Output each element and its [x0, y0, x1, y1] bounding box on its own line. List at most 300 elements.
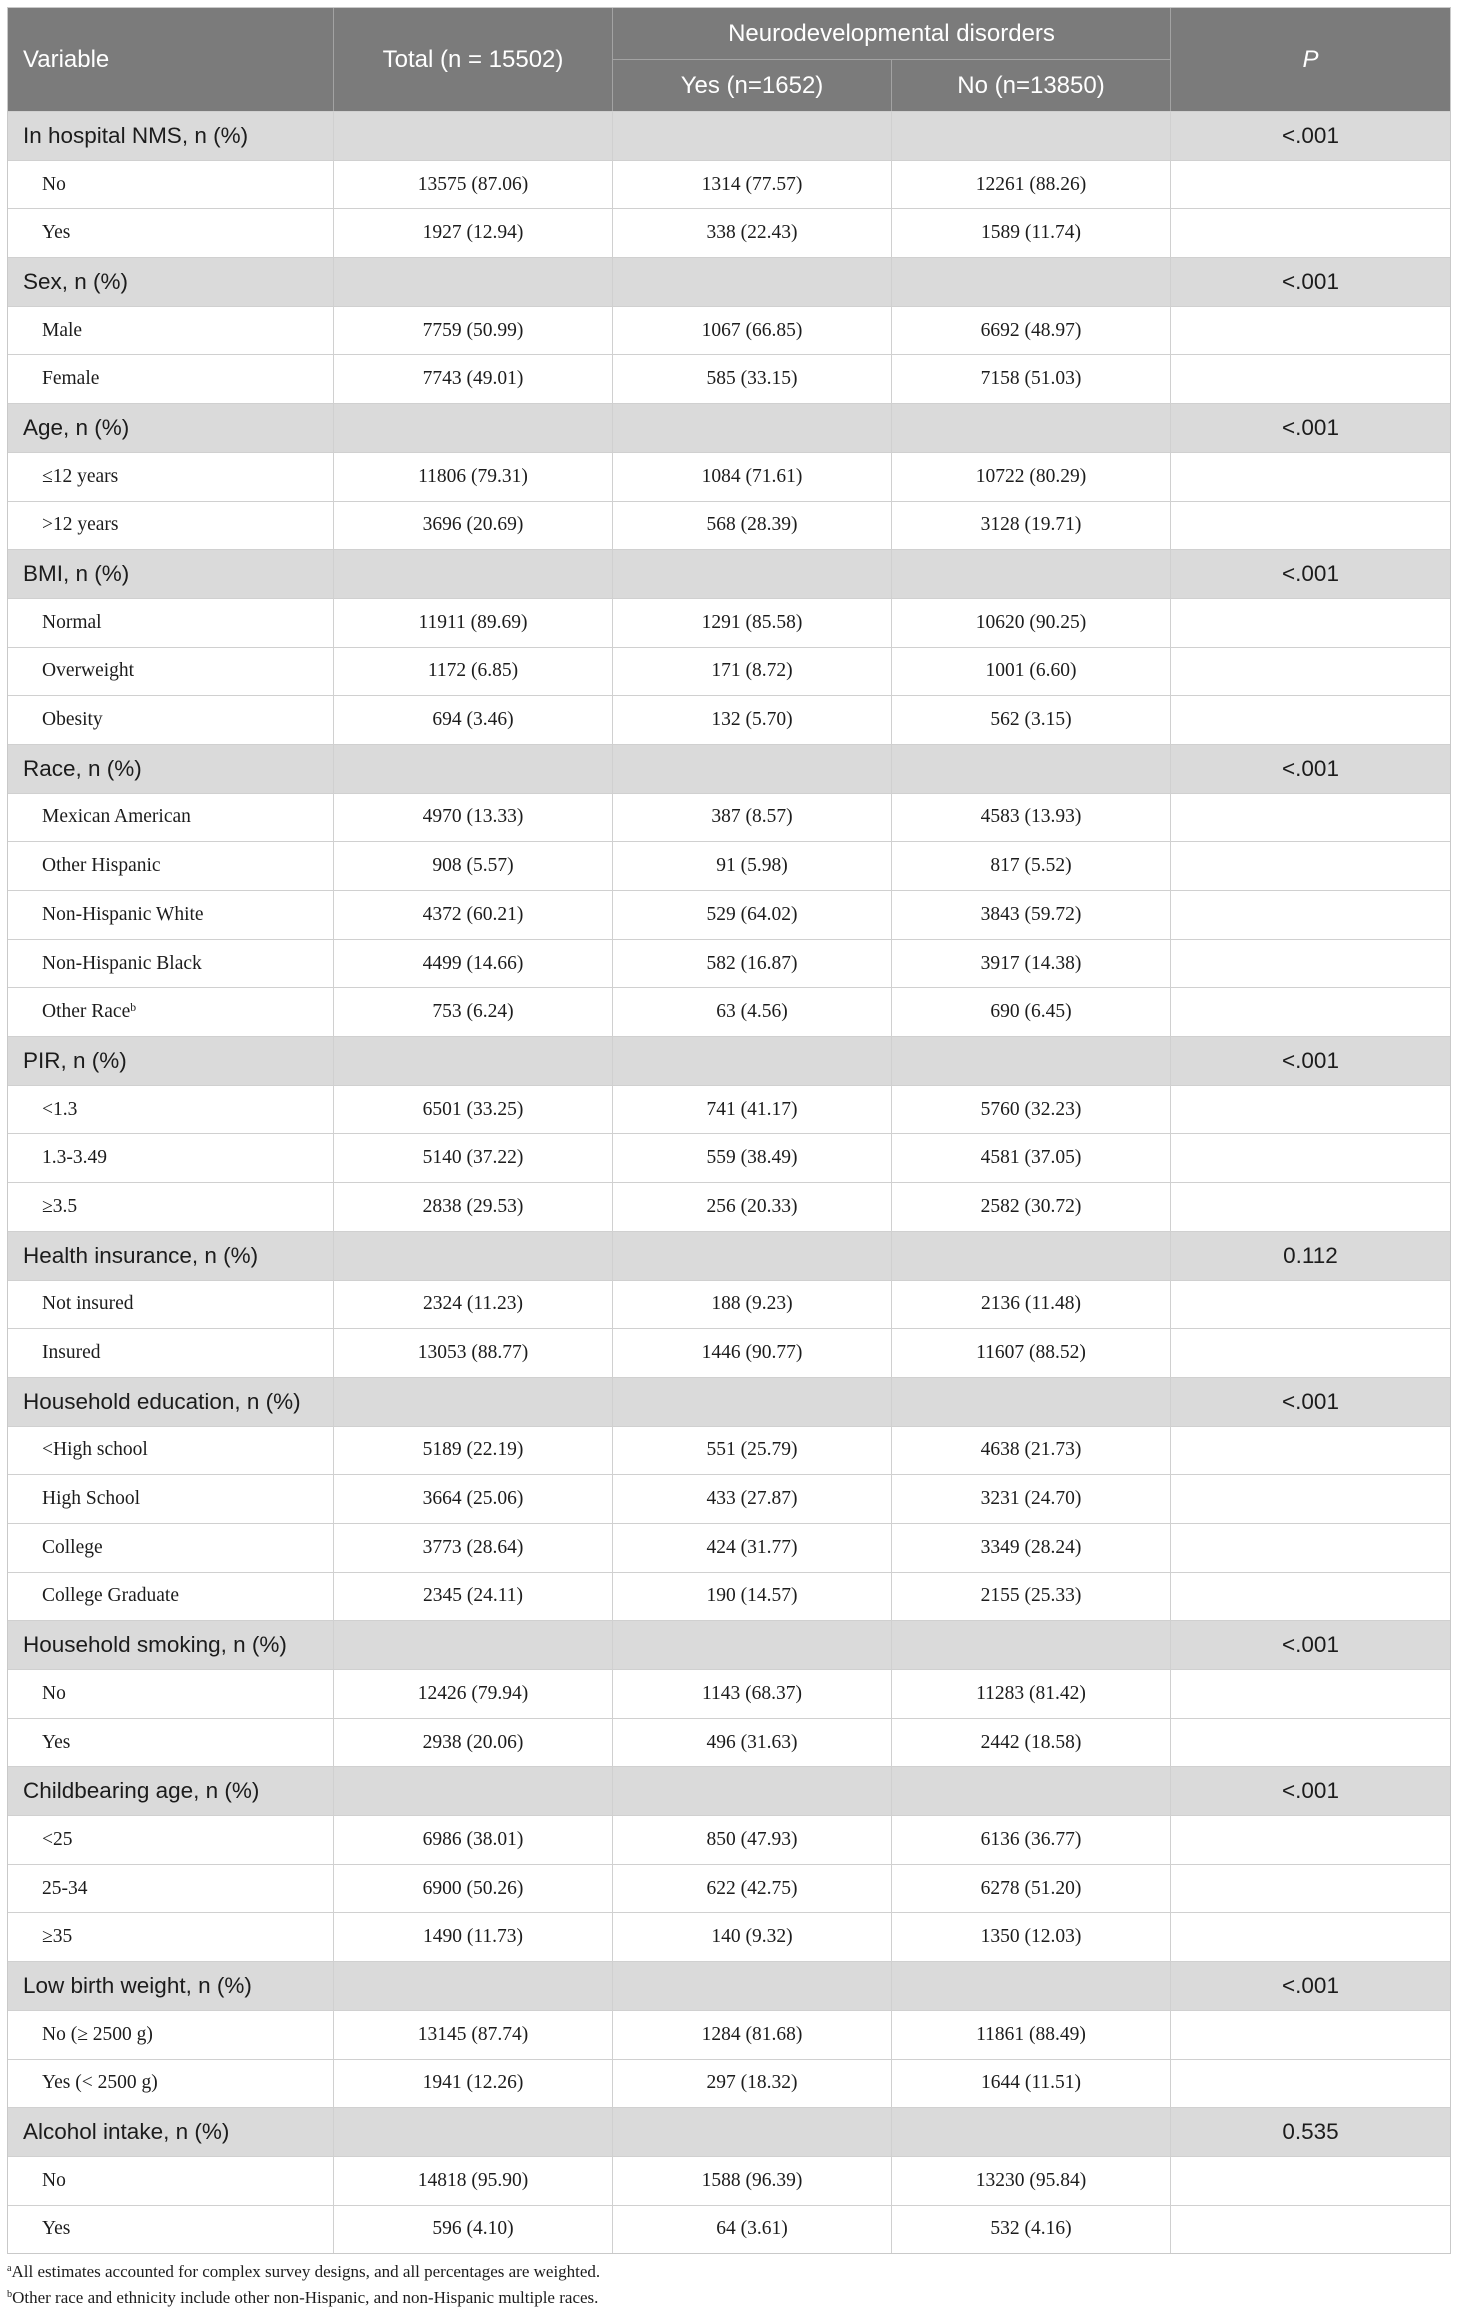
- row-label: [8, 209, 334, 257]
- table-row: [8, 598, 1450, 647]
- yes-cell: 140 (9.32): [613, 1913, 892, 1961]
- yes-cell: 433 (27.87): [613, 1475, 892, 1523]
- no-cell: 2442 (18.58): [892, 1719, 1171, 1767]
- variable-header: Variable: [8, 8, 334, 111]
- p-value-cell: [1171, 2157, 1450, 2205]
- section-header-row: [8, 1377, 1450, 1426]
- yes-cell: 171 (8.72): [613, 648, 892, 696]
- yes-cell: 850 (47.93): [613, 1816, 892, 1864]
- total-cell: [334, 550, 613, 598]
- table-row: [8, 1718, 1450, 1767]
- row-label: [8, 453, 334, 501]
- p-value-cell: [1171, 940, 1450, 988]
- p-value-cell: [1171, 161, 1450, 209]
- section-label: Alcohol intake, n (%): [8, 2108, 334, 2156]
- no-cell: 6692 (48.97): [892, 307, 1171, 355]
- row-label: [8, 1719, 334, 1767]
- yes-cell: 1446 (90.77): [613, 1329, 892, 1377]
- yes-cell: 338 (22.43): [613, 209, 892, 257]
- row-label: [8, 2206, 334, 2254]
- row-label: [8, 1183, 334, 1231]
- table-row: [8, 1669, 1450, 1718]
- row-label-text: Yes (< 2500 g): [42, 2072, 158, 2094]
- yes-cell: 63 (4.56): [613, 988, 892, 1036]
- section-label: Health insurance, n (%): [8, 1232, 334, 1280]
- p-value-cell: <.001: [1282, 122, 1339, 148]
- row-label: [8, 1329, 334, 1377]
- row-label-wrap: [42, 904, 204, 926]
- p-value-cell: [1171, 209, 1450, 257]
- no-cell: [892, 112, 1171, 160]
- row-label: [8, 599, 334, 647]
- row-label-text: 1.3-3.49: [42, 1147, 107, 1169]
- row-label-wrap: [42, 1488, 140, 1510]
- row-label-text: Normal: [42, 611, 102, 633]
- p-value-cell: [1171, 696, 1450, 744]
- footnote-text: All estimates accounted for complex survey designs, and all percentages are weighted.: [11, 2262, 601, 2281]
- footnote-marker: a: [7, 2263, 12, 2275]
- row-label-wrap: [42, 1732, 70, 1754]
- yes-cell: 190 (14.57): [613, 1573, 892, 1621]
- row-label-wrap: [42, 1537, 103, 1559]
- section-header-row: [8, 744, 1450, 793]
- row-label-text: High School: [42, 1488, 141, 1510]
- row-label-wrap: [42, 1293, 134, 1315]
- table-row: [8, 452, 1450, 501]
- row-label-wrap: [42, 1926, 72, 1948]
- table-row: [8, 1572, 1450, 1621]
- table-row: [8, 647, 1450, 696]
- total-cell: 12426 (79.94): [334, 1670, 613, 1718]
- total-cell: [334, 2108, 613, 2156]
- yes-cell: [613, 404, 892, 452]
- row-label: [8, 1475, 334, 1523]
- total-cell: 694 (3.46): [334, 696, 613, 744]
- p-value-cell: <.001: [1282, 1972, 1339, 1998]
- p-value-cell: [1171, 1183, 1450, 1231]
- total-cell: 13053 (88.77): [334, 1329, 613, 1377]
- total-cell: 4372 (60.21): [334, 891, 613, 939]
- p-value-cell: <.001: [1282, 1778, 1339, 1804]
- row-label-wrap: [42, 1878, 88, 1900]
- table-row: [8, 1912, 1450, 1961]
- yes-cell: 585 (33.15): [613, 355, 892, 403]
- p-value-cell: [1171, 599, 1450, 647]
- no-cell: [892, 745, 1171, 793]
- row-label-wrap: [42, 320, 82, 342]
- yes-cell: 496 (31.63): [613, 1719, 892, 1767]
- row-label-text: >12 years: [42, 514, 119, 536]
- no-cell: 7158 (51.03): [892, 355, 1171, 403]
- table-row: [8, 1864, 1450, 1913]
- no-cell: 3349 (28.24): [892, 1524, 1171, 1572]
- table-row: [8, 306, 1450, 355]
- row-label-wrap: [42, 1829, 73, 1851]
- row-label-wrap: [42, 806, 191, 828]
- no-cell: 2582 (30.72): [892, 1183, 1171, 1231]
- row-label-text: No: [42, 173, 66, 195]
- total-cell: 14818 (95.90): [334, 2157, 613, 2205]
- p-value-cell: [1171, 1475, 1450, 1523]
- p-value-cell: 0.112: [1283, 1242, 1338, 1268]
- row-label: [8, 1816, 334, 1864]
- p-value-cell: [1171, 1816, 1450, 1864]
- row-label: [8, 940, 334, 988]
- row-label-wrap: [42, 2218, 70, 2240]
- table-row: [8, 1523, 1450, 1572]
- row-label: [8, 1134, 334, 1182]
- row-label: [8, 1573, 334, 1621]
- no-cell: [892, 1962, 1171, 2010]
- total-cell: 1490 (11.73): [334, 1913, 613, 1961]
- row-label-text: Insured: [42, 1342, 101, 1364]
- row-label: [8, 1913, 334, 1961]
- footnote-marker: b: [130, 1000, 137, 1014]
- section-label: Age, n (%): [8, 404, 334, 452]
- section-label: PIR, n (%): [8, 1037, 334, 1085]
- row-label: [8, 2011, 334, 2059]
- p-value-cell: <.001: [1282, 268, 1339, 294]
- yes-cell: [613, 1767, 892, 1815]
- total-cell: 13145 (87.74): [334, 2011, 613, 2059]
- total-cell: 1172 (6.85): [334, 648, 613, 696]
- yes-cell: [613, 2108, 892, 2156]
- yes-cell: [613, 112, 892, 160]
- no-cell: 3128 (19.71): [892, 502, 1171, 550]
- section-header-row: [8, 2107, 1450, 2156]
- total-header: Total (n = 15502): [334, 8, 613, 111]
- row-label-wrap: [42, 2024, 153, 2046]
- yes-cell: 1084 (71.61): [613, 453, 892, 501]
- row-label-wrap: [42, 1342, 100, 1364]
- p-value-cell: <.001: [1282, 1047, 1339, 1073]
- no-cell: 532 (4.16): [892, 2206, 1171, 2254]
- p-value-cell: [1171, 2060, 1450, 2108]
- total-cell: 1941 (12.26): [334, 2060, 613, 2108]
- p-value-cell: [1171, 453, 1450, 501]
- row-label: [8, 1086, 334, 1134]
- footnote-marker: b: [7, 2289, 13, 2301]
- p-value-cell: [1171, 891, 1450, 939]
- yes-cell: 559 (38.49): [613, 1134, 892, 1182]
- section-header-row: [8, 403, 1450, 452]
- row-label-text: Yes: [42, 2218, 71, 2240]
- total-cell: 11806 (79.31): [334, 453, 613, 501]
- baseline-characteristics-table: [7, 7, 1451, 2254]
- row-label-text: College Graduate: [42, 1585, 179, 1607]
- row-label: [8, 988, 334, 1036]
- section-header-row: [8, 1620, 1450, 1669]
- total-cell: 11911 (89.69): [334, 599, 613, 647]
- total-cell: 3773 (28.64): [334, 1524, 613, 1572]
- total-cell: 6986 (38.01): [334, 1816, 613, 1864]
- no-cell: 3231 (24.70): [892, 1475, 1171, 1523]
- no-cell: [892, 1037, 1171, 1085]
- no-cell: 4583 (13.93): [892, 794, 1171, 842]
- yes-cell: 297 (18.32): [613, 2060, 892, 2108]
- table-row: [8, 793, 1450, 842]
- yes-cell: 256 (20.33): [613, 1183, 892, 1231]
- row-label-text: Not insured: [42, 1293, 134, 1315]
- no-cell: 1644 (11.51): [892, 2060, 1171, 2108]
- p-value-cell: [1171, 355, 1450, 403]
- row-label: [8, 307, 334, 355]
- p-value-cell: [1171, 1913, 1450, 1961]
- no-cell: 562 (3.15): [892, 696, 1171, 744]
- total-cell: [334, 258, 613, 306]
- row-label-text: ≥35: [42, 1926, 73, 1948]
- table-row: [8, 1085, 1450, 1134]
- no-cell: [892, 1621, 1171, 1669]
- section-header-row: [8, 111, 1450, 160]
- row-label-text: Female: [42, 368, 100, 390]
- row-label-text: Non-Hispanic White: [42, 903, 204, 925]
- no-cell: 6278 (51.20): [892, 1865, 1171, 1913]
- row-label-wrap: [42, 1439, 148, 1461]
- row-label-text: ≥3.5: [42, 1195, 78, 1217]
- p-value-cell: [1171, 2011, 1450, 2059]
- total-cell: 4499 (14.66): [334, 940, 613, 988]
- p-value-cell: [1171, 1134, 1450, 1182]
- no-cell: [892, 1767, 1171, 1815]
- row-label: [8, 1524, 334, 1572]
- p-value-cell: [1171, 988, 1450, 1036]
- row-label-wrap: [42, 1099, 77, 1121]
- row-label: [8, 891, 334, 939]
- section-label: Race, n (%): [8, 745, 334, 793]
- row-label: [8, 794, 334, 842]
- table-row: [8, 2010, 1450, 2059]
- table-row: [8, 987, 1450, 1036]
- no-cell: 1350 (12.03): [892, 1913, 1171, 1961]
- yes-cell: 387 (8.57): [613, 794, 892, 842]
- no-cell: 817 (5.52): [892, 842, 1171, 890]
- table-body: [8, 111, 1450, 2253]
- row-label-text: <High school: [42, 1439, 148, 1461]
- section-label: Low birth weight, n (%): [8, 1962, 334, 2010]
- section-header-row: [8, 549, 1450, 598]
- p-value-cell: 0.535: [1282, 2119, 1339, 2145]
- total-cell: 2345 (24.11): [334, 1573, 613, 1621]
- row-label-text: College: [42, 1536, 103, 1558]
- row-label-wrap: [42, 222, 70, 244]
- yes-cell: [613, 1232, 892, 1280]
- no-cell: 4581 (37.05): [892, 1134, 1171, 1182]
- total-cell: 13575 (87.06): [334, 161, 613, 209]
- yes-cell: 622 (42.75): [613, 1865, 892, 1913]
- row-label: [8, 648, 334, 696]
- table-row: [8, 1280, 1450, 1329]
- p-value-cell: [1171, 1865, 1450, 1913]
- p-value-cell: [1171, 842, 1450, 890]
- total-cell: 7759 (50.99): [334, 307, 613, 355]
- p-value-cell: <.001: [1282, 414, 1339, 440]
- row-label-wrap: [42, 1683, 66, 1705]
- footnote-a: [7, 2259, 1451, 2285]
- row-label: [8, 696, 334, 744]
- total-cell: 6900 (50.26): [334, 1865, 613, 1913]
- table-row: [8, 501, 1450, 550]
- no-cell: 6136 (36.77): [892, 1816, 1171, 1864]
- section-label: Sex, n (%): [8, 258, 334, 306]
- table-row: [8, 2156, 1450, 2205]
- section-header-row: [8, 1766, 1450, 1815]
- row-label: [8, 2060, 334, 2108]
- no-cell: 690 (6.45): [892, 988, 1171, 1036]
- section-label: BMI, n (%): [8, 550, 334, 598]
- total-cell: 596 (4.10): [334, 2206, 613, 2254]
- row-label-wrap: [42, 709, 103, 731]
- row-label-text: No (≥ 2500 g): [42, 2023, 153, 2045]
- table-row: [8, 208, 1450, 257]
- yes-cell: 582 (16.87): [613, 940, 892, 988]
- yes-cell: [613, 745, 892, 793]
- row-label-text: ≤12 years: [42, 465, 119, 487]
- total-cell: [334, 1767, 613, 1815]
- total-cell: 7743 (49.01): [334, 355, 613, 403]
- total-cell: 1927 (12.94): [334, 209, 613, 257]
- p-value-cell: [1171, 1281, 1450, 1329]
- table-row: [8, 2059, 1450, 2108]
- total-cell: 908 (5.57): [334, 842, 613, 890]
- no-cell: [892, 404, 1171, 452]
- p-value-cell: [1171, 1719, 1450, 1767]
- row-label-wrap: [42, 368, 99, 390]
- table-row: [8, 1815, 1450, 1864]
- yes-header: Yes (n=1652): [613, 60, 892, 111]
- no-cell: [892, 1378, 1171, 1426]
- row-label: [8, 842, 334, 890]
- table-row: [8, 354, 1450, 403]
- no-cell: 5760 (32.23): [892, 1086, 1171, 1134]
- total-cell: 2838 (29.53): [334, 1183, 613, 1231]
- p-value-cell: [1171, 1086, 1450, 1134]
- row-label-text: No: [42, 2169, 66, 2191]
- row-label-wrap: [42, 2170, 66, 2192]
- row-label-wrap: [42, 1147, 107, 1169]
- row-label-wrap: [42, 612, 102, 634]
- total-cell: [334, 745, 613, 793]
- p-value-cell: [1171, 648, 1450, 696]
- table-row: [8, 841, 1450, 890]
- yes-cell: 1067 (66.85): [613, 307, 892, 355]
- no-cell: 13230 (95.84): [892, 2157, 1171, 2205]
- row-label-text: Male: [42, 319, 83, 341]
- row-label-text: 25-34: [42, 1877, 88, 1899]
- no-header: No (n=13850): [892, 60, 1171, 111]
- row-label: [8, 355, 334, 403]
- row-label-text: Yes: [42, 1731, 71, 1753]
- section-header-row: [8, 1961, 1450, 2010]
- row-label-text: Non-Hispanic Black: [42, 952, 202, 974]
- no-cell: [892, 258, 1171, 306]
- yes-cell: [613, 1037, 892, 1085]
- footnote-text: Other race and ethnicity include other non-Hispanic, and non-Hispanic multiple races.: [12, 2288, 599, 2307]
- total-cell: 4970 (13.33): [334, 794, 613, 842]
- total-cell: [334, 1378, 613, 1426]
- no-cell: [892, 2108, 1171, 2156]
- row-label-wrap: [42, 1585, 179, 1607]
- row-label-wrap: [42, 466, 118, 488]
- yes-cell: [613, 1621, 892, 1669]
- table-row: [8, 939, 1450, 988]
- yes-cell: 1291 (85.58): [613, 599, 892, 647]
- row-label-wrap: [42, 174, 66, 196]
- table-row: [8, 695, 1450, 744]
- yes-cell: 1314 (77.57): [613, 161, 892, 209]
- p-value-cell: <.001: [1282, 755, 1339, 781]
- row-label-text: <25: [42, 1828, 73, 1850]
- p-value-cell: [1171, 2206, 1450, 2254]
- row-label-text: Yes: [42, 222, 71, 244]
- p-value-cell: [1171, 1329, 1450, 1377]
- total-cell: 3664 (25.06): [334, 1475, 613, 1523]
- row-label: [8, 1670, 334, 1718]
- yes-cell: 1588 (96.39): [613, 2157, 892, 2205]
- no-cell: 12261 (88.26): [892, 161, 1171, 209]
- yes-cell: [613, 1962, 892, 2010]
- table-row: [8, 1328, 1450, 1377]
- total-cell: 5189 (22.19): [334, 1427, 613, 1475]
- row-label: [8, 1865, 334, 1913]
- row-label-wrap: [42, 953, 202, 975]
- yes-cell: [613, 258, 892, 306]
- row-label: [8, 1281, 334, 1329]
- section-label: Childbearing age, n (%): [8, 1767, 334, 1815]
- no-cell: 11283 (81.42): [892, 1670, 1171, 1718]
- no-cell: 3843 (59.72): [892, 891, 1171, 939]
- yes-cell: [613, 550, 892, 598]
- total-cell: [334, 1232, 613, 1280]
- row-label-wrap: [42, 514, 119, 536]
- p-value-cell: [1171, 307, 1450, 355]
- table-row: [8, 1133, 1450, 1182]
- table-row: [8, 160, 1450, 209]
- yes-cell: 568 (28.39): [613, 502, 892, 550]
- total-cell: 2938 (20.06): [334, 1719, 613, 1767]
- p-value-cell: [1171, 794, 1450, 842]
- total-cell: 6501 (33.25): [334, 1086, 613, 1134]
- section-label: Household education, n (%): [8, 1378, 334, 1426]
- total-cell: 3696 (20.69): [334, 502, 613, 550]
- yes-cell: 1143 (68.37): [613, 1670, 892, 1718]
- row-label-wrap: [42, 660, 134, 682]
- yes-cell: 529 (64.02): [613, 891, 892, 939]
- row-label-text: Obesity: [42, 709, 103, 731]
- no-cell: 11861 (88.49): [892, 2011, 1171, 2059]
- p-value-cell: <.001: [1282, 1632, 1339, 1658]
- p-value-cell: <.001: [1282, 1388, 1339, 1414]
- p-header: P: [1302, 45, 1319, 73]
- group-header: Neurodevelopmental disorders: [613, 8, 1171, 60]
- no-cell: 1589 (11.74): [892, 209, 1171, 257]
- no-cell: 10722 (80.29): [892, 453, 1171, 501]
- row-label: [8, 161, 334, 209]
- no-cell: 10620 (90.25): [892, 599, 1171, 647]
- total-cell: [334, 1621, 613, 1669]
- table-row: [8, 1182, 1450, 1231]
- no-cell: 1001 (6.60): [892, 648, 1171, 696]
- row-label: [8, 1427, 334, 1475]
- no-cell: 2155 (25.33): [892, 1573, 1171, 1621]
- total-cell: 753 (6.24): [334, 988, 613, 1036]
- yes-cell: 64 (3.61): [613, 2206, 892, 2254]
- total-cell: 2324 (11.23): [334, 1281, 613, 1329]
- yes-cell: 424 (31.77): [613, 1524, 892, 1572]
- no-cell: 2136 (11.48): [892, 1281, 1171, 1329]
- row-label-wrap: [42, 1001, 136, 1023]
- section-label: Household smoking, n (%): [8, 1621, 334, 1669]
